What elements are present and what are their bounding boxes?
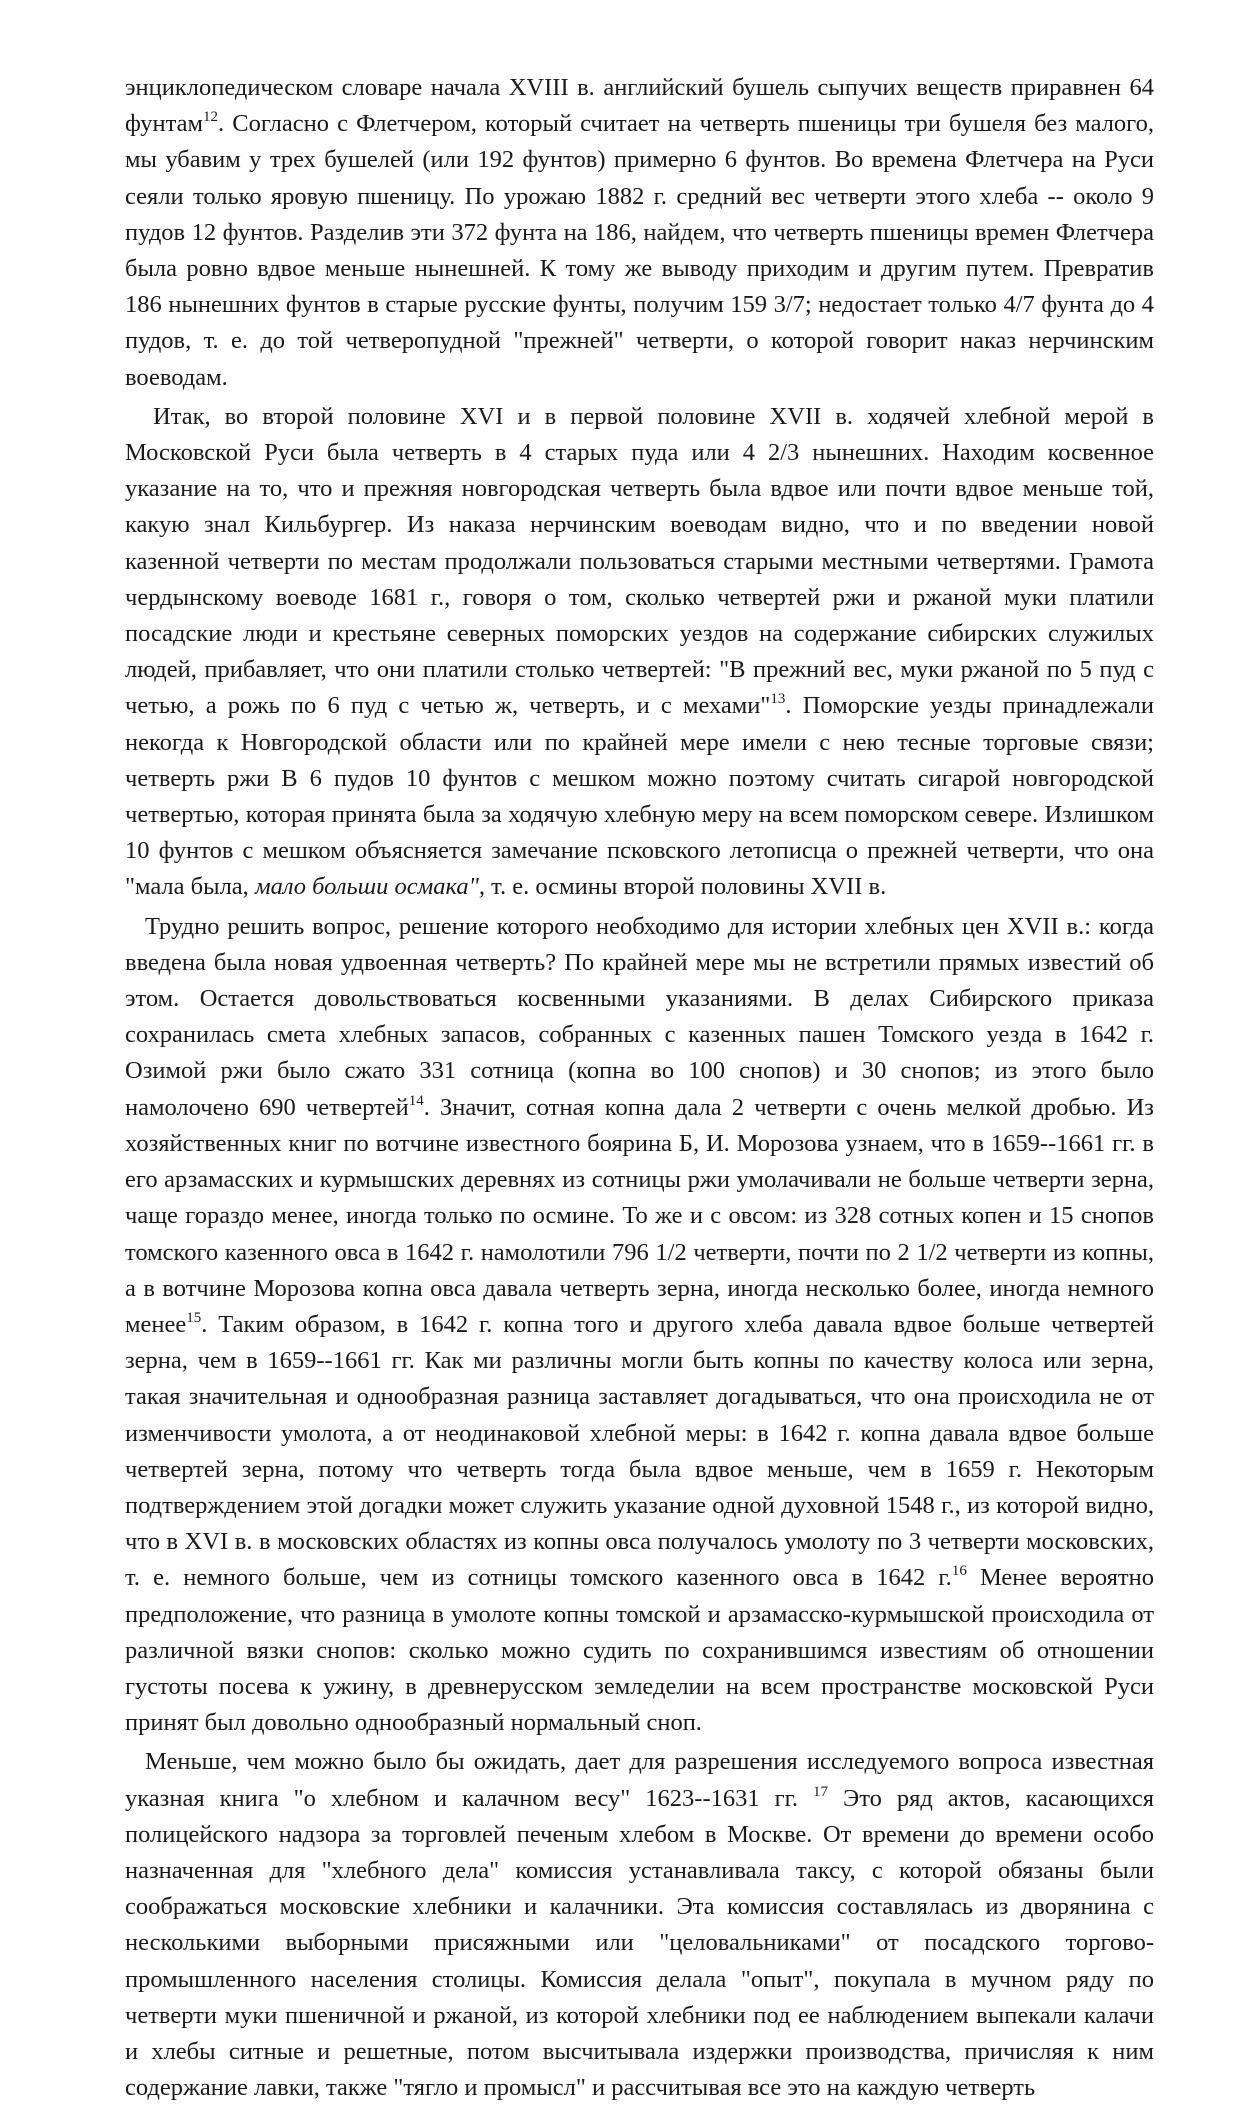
- document-page: [125, 70, 1154, 2106]
- footnote-ref-16[interactable]: 16: [951, 1563, 967, 1580]
- paragraph-text: . Согласно с Флетчером, который считает на четверть пшеницы три бушеля без малого, мы убавим у трех бушелей (или 192 фунтов) примерно 6 фунтов. Во времена Флетчера на Руси сеяли только яровую пшеницу. По урожаю 1882 г. средний вес четверти этого хлеба -- около 9 пудов 12 фунтов. Разделив эти 372 фунта на 186, найдем, что четверть пшеницы времен Флетчера была ровно вдвое меньше нынешней. К тому же выводу приходим и другим путем. Превратив 186 нынешних фунтов в старые русские фунты, получим 159 3/7; недостает только 4/7 фунта до 4 пудов, т. е. до той четверопудной "прежней" четверти, о которой говорит наказ нерчинским воеводам.: [125, 110, 1154, 391]
- paragraph-text: Меньше, чем можно было бы ожидать, дает для разрешения исследуемого вопроса известная указная книга "о хлебном и калачном весу" 1623--1631 гг.: [125, 1748, 1154, 1812]
- paragraph-text: Трудно решить вопрос, решение которого необходимо для истории хлебных цен XVII в.: когда введена была новая удвоенная четверть? По крайней мере мы не встретили прямых известий об этом. Остается довольствоваться косвенными указаниями. В делах Сибирского приказа сохранилась смета хлебных запасов, собранных с казенных пашен Томского уезда в 1642 г. Озимой ржи было сжато 331 сотница (копна во 100 снопов) и 30 снопов; из этого было намолочено 690 четвертей: [125, 912, 1154, 1121]
- paragraph-text: . Значит, сотная копна дала 2 четверти с очень мелкой дробью. Из хозяйственных книг по вотчине известного боярина Б, И. Морозова узнаем, что в 1659--1661 гг. в его арзамасских и курмышских деревнях из сотницы ржи умолачивали не больше четверти зерна, чаще гораздо менее, иногда только по осмине. То же и с овсом: из 328 сотных копен и 15 снопов томского казенного овса в 1642 г. намолотили 796 1/2 четверти, почти по 2 1/2 четверти из копны, а в вотчине Морозова копна овса давала четверть зерна, иногда несколько более, иногда немного менее: [125, 1093, 1154, 1338]
- paragraph-text: Итак, во второй половине XVI и в первой половине XVII в. ходячей хлебной мерой в Московской Руси была четверть в 4 старых пуда или 4 2/3 нынешних. Находим косвенное указание на то, что и прежняя новгородская четверть была вдвое или почти вдвое меньше той, какую знал Кильбургер. Из наказа нерчинским воеводам видно, что и по введении новой казенной четверти по местам продолжали пользоваться старыми местными четвертями. Грамота чердынскому воеводе 1681 г., говоря о том, сколько четвертей ржи и ржаной муки платили посадские люди и крестьяне северных поморских уездов на содержание сибирских служилых людей, прибавляет, что они платили столько четвертей: "В прежний вес, муки ржаной по 5 пуд с четью, а рожь по 6 пуд с четью ж, четверть, и с мехами": [125, 402, 1154, 720]
- paragraph-text: т. е. осмины второй половины XVII в.: [485, 873, 887, 901]
- footnote-ref-14[interactable]: 14: [408, 1092, 424, 1109]
- paragraph-1: [125, 70, 1154, 396]
- paragraph-4: [125, 1744, 1154, 2106]
- paragraph-text: . Поморские уезды принадлежали некогда к Новгородской области или по крайней мере имели с нею тесные торговые связи; четверть ржи В 6 пудов 10 фунтов с мешком можно поэтому считать сигарой новгородской четвертью, которая принята была за ходячую хлебную меру на всем поморском севере. Излишком 10 фунтов с мешком объясняется замечание псковского летописца о прежней четверти, что она "мала была,: [125, 692, 1154, 901]
- footnote-ref-12[interactable]: 12: [203, 109, 219, 126]
- paragraph-text: . Таким образом, в 1642 г. копна того и другого хлеба давала вдвое больше четвертей зерна, чем в 1659--1661 гг. Как ми различны могли быть копны по качеству колоса или зерна, такая значительная и однообразная разница заставляет догадываться, что она происходила не от изменчивости умолота, а от неодинаковой хлебной меры: в 1642 г. копна давала вдвое больше четвертей зерна, потому что четверть тогда была вдвое меньше, чем в 1659 г. Некоторым подтверждением этой догадки может служить указание одной духовной 1548 г., из которой видно, что в XVI в. в московских областях из копны овса получалось умолоту по 3 четверти московских, т. е. немного больше, чем из сотницы томского казенного овса в 1642 г.: [125, 1310, 1154, 1592]
- footnote-ref-13[interactable]: 13: [770, 691, 786, 708]
- footnote-ref-17[interactable]: 17: [813, 1783, 829, 1800]
- paragraph-text: Менее вероятно предположение, что разница в умолоте копны томской и арзамасско-курмышской происходила от различной вязки снопов: сколько можно судить по сохранившимся известиям об отношении густоты посева к ужину, в древнерусском земледелии на всем пространстве московской Руси принят был довольно однообразный нормальный сноп.: [125, 1564, 1154, 1737]
- paragraph-3: [125, 909, 1154, 1742]
- quoted-italic-text: мало больши осмака",: [254, 873, 486, 901]
- paragraph-text: энциклопедическом словаре начала XVIII в. английский бушель сыпучих веществ приравнен 64 фунтам: [125, 74, 1154, 138]
- paragraph-text: Это ряд актов, касающихся полицейского надзора за торговлей печеным хлебом в Москве. От времени до времени особо назначенная для "хлебного дела" комиссия устанавливала таксу, с которой обязаны были соображаться московские хлебники и калачники. Эта комиссия составлялась из дворянина с несколькими выборными присяжными или "целовальниками" от посадского торгово-промышленного населения столицы. Комиссия делала "опыт", покупала в мучном ряду по четверти муки пшеничной и ржаной, из которой хлебники под ее наблюдением выпекали калачи и хлебы ситные и решетные, потом высчитывала издержки производства, причисляя к ним содержание лавки, также "тягло и промысл" и рассчитывая все это на каждую четверть: [125, 1784, 1154, 2102]
- paragraph-2: [125, 399, 1154, 906]
- footnote-ref-15[interactable]: 15: [186, 1309, 202, 1326]
